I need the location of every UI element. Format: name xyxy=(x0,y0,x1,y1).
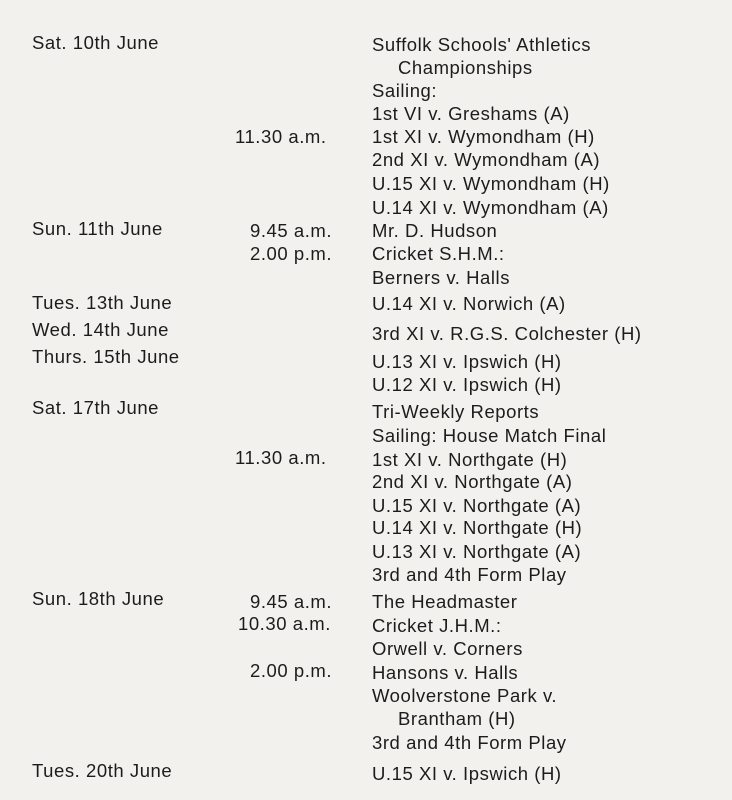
date-label: Sat. 10th June xyxy=(32,32,160,53)
time-label: 11.30 a.m. xyxy=(235,447,327,468)
event-line: 2nd XI v. Wymondham (A) xyxy=(372,149,601,170)
event-line: U.15 XI v. Ipswich (H) xyxy=(372,763,562,784)
event-line: 3rd and 4th Form Play xyxy=(372,564,567,585)
event-line: Woolverstone Park v. xyxy=(372,685,558,706)
date-label: Tues. 20th June xyxy=(32,760,173,781)
time-label: 9.45 a.m. xyxy=(250,220,333,241)
event-line: Sailing: xyxy=(372,80,438,101)
event-line: 1st XI v. Wymondham (H) xyxy=(372,126,595,147)
event-line: U.14 XI v. Wymondham (A) xyxy=(372,197,609,218)
event-line: The Headmaster xyxy=(372,591,518,612)
event-line: U.15 XI v. Northgate (A) xyxy=(372,495,582,516)
event-line: 1st XI v. Northgate (H) xyxy=(372,449,568,470)
event-line: Cricket S.H.M.: xyxy=(372,243,505,264)
date-label: Sun. 18th June xyxy=(32,588,165,609)
date-label: Sun. 11th June xyxy=(32,218,163,239)
event-line: Sailing: House Match Final xyxy=(372,425,607,446)
time-label: 2.00 p.m. xyxy=(250,660,333,681)
date-label: Sat. 17th June xyxy=(32,397,160,418)
event-line: Suffolk Schools' Athletics xyxy=(372,34,592,55)
event-line: Hansons v. Halls xyxy=(372,662,519,683)
event-line: Orwell v. Corners xyxy=(372,638,523,659)
event-line: Tri-Weekly Reports xyxy=(372,401,540,422)
event-line: U.14 XI v. Northgate (H) xyxy=(372,517,583,538)
time-label: 9.45 a.m. xyxy=(250,591,333,612)
date-label: Wed. 14th June xyxy=(32,319,169,340)
event-line: 2nd XI v. Northgate (A) xyxy=(372,471,573,492)
date-label: Tues. 13th June xyxy=(32,292,173,313)
event-line: 3rd and 4th Form Play xyxy=(372,732,567,753)
time-label: 10.30 a.m. xyxy=(238,613,331,634)
event-line: U.12 XI v. Ipswich (H) xyxy=(372,374,562,395)
time-label: 11.30 a.m. xyxy=(235,126,327,147)
event-line-continued: Championships xyxy=(398,57,533,78)
event-line: U.15 XI v. Wymondham (H) xyxy=(372,173,610,194)
event-line: U.13 XI v. Northgate (A) xyxy=(372,541,582,562)
event-line: U.14 XI v. Norwich (A) xyxy=(372,293,566,314)
event-line: Berners v. Halls xyxy=(372,267,510,288)
event-line-continued: Brantham (H) xyxy=(398,708,516,729)
event-line: U.13 XI v. Ipswich (H) xyxy=(372,351,562,372)
event-line: 1st VI v. Greshams (A) xyxy=(372,103,570,124)
event-line: 3rd XI v. R.G.S. Colchester (H) xyxy=(372,323,642,344)
event-line: Mr. D. Hudson xyxy=(372,220,498,241)
time-label: 2.00 p.m. xyxy=(250,243,333,264)
event-line: Cricket J.H.M.: xyxy=(372,615,502,636)
date-label: Thurs. 15th June xyxy=(32,346,180,367)
